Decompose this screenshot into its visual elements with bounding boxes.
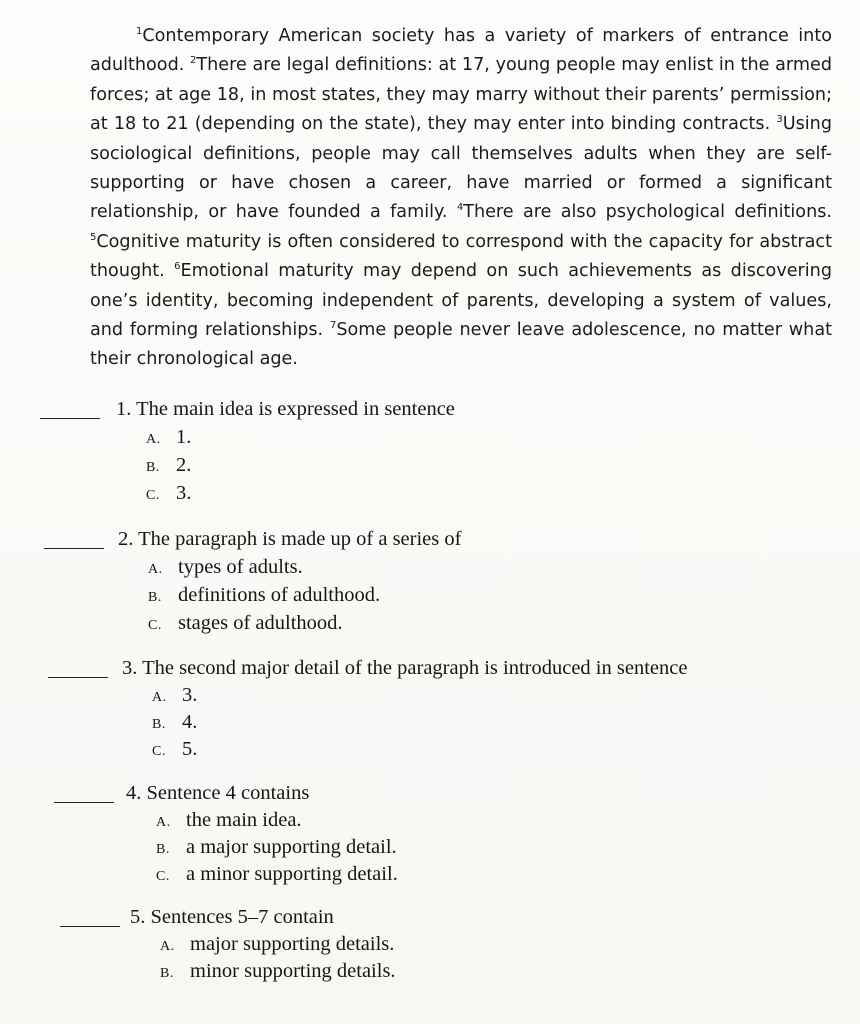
answer-option-c xyxy=(152,738,197,761)
sentence-number: 7 xyxy=(329,320,337,332)
option-letter: A. xyxy=(160,939,175,954)
question-stem: 2. The paragraph is made up of a series of xyxy=(118,528,462,550)
answer-blank[interactable] xyxy=(44,528,104,549)
sentence-text: Contemporary American society has a variety of markers of entrance into adulthood. xyxy=(90,26,832,76)
answer-option-a xyxy=(156,809,302,832)
question-stem: 3. The second major detail of the paragraph is introduced in sentence xyxy=(122,657,688,679)
option-text: 3. xyxy=(176,482,192,504)
option-letter: A. xyxy=(156,815,171,830)
answer-option-c xyxy=(148,612,343,635)
answer-option-b xyxy=(146,454,191,477)
option-letter: B. xyxy=(148,590,162,605)
sentence-text: Emotional maturity may depend on such achievements as discovering one’s identity, becoming independent of parents, developing a system of values, and forming relationships. xyxy=(90,261,832,341)
sentence-number: 6 xyxy=(174,261,181,273)
sentence-number: 5 xyxy=(90,231,97,243)
answer-option-a xyxy=(152,684,197,707)
answer-blank[interactable] xyxy=(48,657,108,678)
option-letter: A. xyxy=(146,432,161,447)
option-text: stages of adulthood. xyxy=(178,612,343,634)
sentence-text: Some people never leave adolescence, no matter what their chronological age. xyxy=(90,320,833,370)
option-letter: B. xyxy=(156,842,170,857)
sentence-text: There are also psychological definitions. xyxy=(463,202,832,223)
option-text: 2. xyxy=(176,454,192,476)
answer-option-b xyxy=(156,836,397,859)
answer-option-b xyxy=(160,960,396,983)
sentence-number: 4 xyxy=(456,202,464,214)
reading-passage xyxy=(90,22,832,375)
option-text: the main idea. xyxy=(186,809,302,831)
answer-blank[interactable] xyxy=(40,398,100,419)
answer-blank[interactable] xyxy=(60,906,120,927)
question-stem: 4. Sentence 4 contains xyxy=(126,782,310,804)
answer-option-b xyxy=(148,584,380,607)
option-letter: A. xyxy=(152,690,167,705)
option-letter: C. xyxy=(156,869,170,884)
sentence-number: 3 xyxy=(776,114,783,126)
sentence-number: 2 xyxy=(190,55,197,67)
option-text: 5. xyxy=(182,738,198,760)
answer-option-c xyxy=(146,482,191,505)
question-stem: 5. Sentences 5–7 contain xyxy=(130,906,334,928)
option-text: 4. xyxy=(182,711,198,733)
answer-option-a xyxy=(160,933,394,956)
option-letter: B. xyxy=(152,717,166,732)
option-text: definitions of adulthood. xyxy=(178,584,381,606)
question-stem: 1. The main idea is expressed in sentence xyxy=(116,398,455,420)
option-letter: C. xyxy=(148,618,162,633)
option-text: types of adults. xyxy=(178,556,303,578)
option-text: major supporting details. xyxy=(190,933,395,955)
sentence-text: There are legal definitions: at 17, young people may enlist in the armed forces; at age 18, in most states, they may marry without their parents’ permission; at 18 to 21 (depending on the state), they may enter into binding contracts. xyxy=(90,55,832,135)
answer-option-b xyxy=(152,711,197,734)
option-letter: B. xyxy=(146,460,160,475)
option-letter: A. xyxy=(148,562,163,577)
answer-blank[interactable] xyxy=(54,782,114,803)
sentence-number: 1 xyxy=(136,26,143,37)
option-text: a major supporting detail. xyxy=(186,836,397,858)
answer-option-c xyxy=(156,863,398,886)
option-letter: B. xyxy=(160,966,174,981)
answer-option-a xyxy=(146,426,191,449)
option-text: 3. xyxy=(182,684,198,706)
option-text: 1. xyxy=(176,426,192,448)
sentence-text: Using sociological definitions, people may call themselves adults when they are self-supporting or have chosen a career, have married or formed a significant relationship, or have founded a family. xyxy=(90,114,832,223)
option-letter: C. xyxy=(146,488,160,503)
option-text: a minor supporting detail. xyxy=(186,863,398,885)
option-letter: C. xyxy=(152,744,166,759)
sentence-text: Cognitive maturity is often considered to correspond with the capacity for abstract thought. xyxy=(90,231,832,282)
option-text: minor supporting details. xyxy=(190,960,396,982)
answer-option-a xyxy=(148,556,303,579)
